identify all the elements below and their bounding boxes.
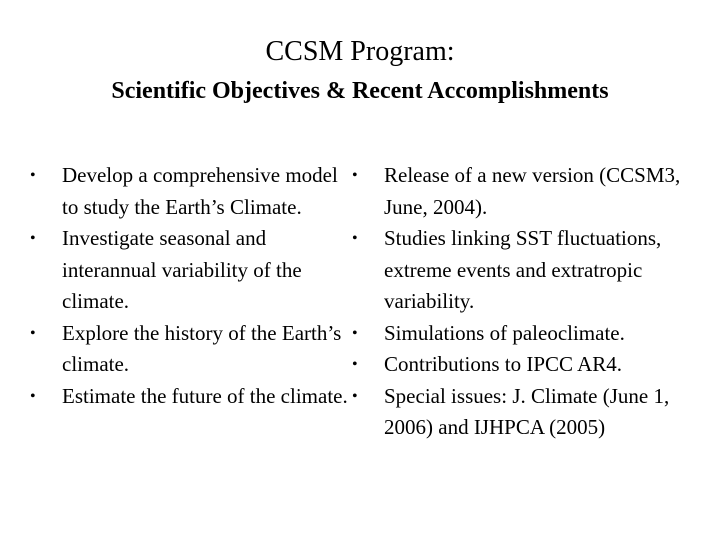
slide-title: CCSM Program:: [265, 36, 455, 67]
bullet-icon: •: [352, 387, 358, 405]
list-item: [30, 223, 350, 318]
list-item-text: Explore the history of the Earth’s climate.: [62, 320, 342, 376]
list-item-text: Develop a comprehensive model to study the Earth’s Climate.: [62, 163, 338, 219]
list-item: [352, 349, 692, 381]
list-item-text: Release of a new version (CCSM3, June, 2004).: [384, 163, 681, 219]
list-item: [352, 223, 692, 318]
bullet-icon: •: [352, 324, 358, 342]
list-item: [30, 381, 350, 413]
list-item: [352, 160, 692, 223]
list-item-text: Special issues: J. Climate (June 1, 2006) and IJHPCA (2005): [384, 383, 670, 439]
list-item: [352, 318, 692, 350]
list-item-text: Estimate the future of the climate.: [62, 383, 348, 408]
bullet-icon: •: [30, 230, 36, 247]
bullet-icon: •: [30, 387, 36, 405]
list-item-text: Simulations of paleoclimate.: [384, 320, 625, 345]
bullet-icon: •: [352, 230, 358, 247]
bullet-icon: •: [352, 356, 358, 373]
slide-subtitle: Scientific Objectives & Recent Accomplishments: [111, 78, 609, 104]
list-item: [352, 381, 692, 444]
list-item-text: Investigate seasonal and interannual variability of the climate.: [62, 226, 302, 313]
list-item-text: Contributions to IPCC AR4.: [384, 352, 623, 376]
objectives-list: [30, 160, 350, 412]
bullet-icon: •: [352, 167, 358, 184]
bullet-icon: •: [30, 167, 36, 184]
list-item: [30, 318, 350, 381]
list-item-text: Studies linking SST fluctuations, extreme events and extratropic variability.: [384, 226, 662, 313]
list-item: [30, 160, 350, 223]
bullet-icon: •: [30, 324, 36, 342]
accomplishments-list: [352, 160, 692, 444]
